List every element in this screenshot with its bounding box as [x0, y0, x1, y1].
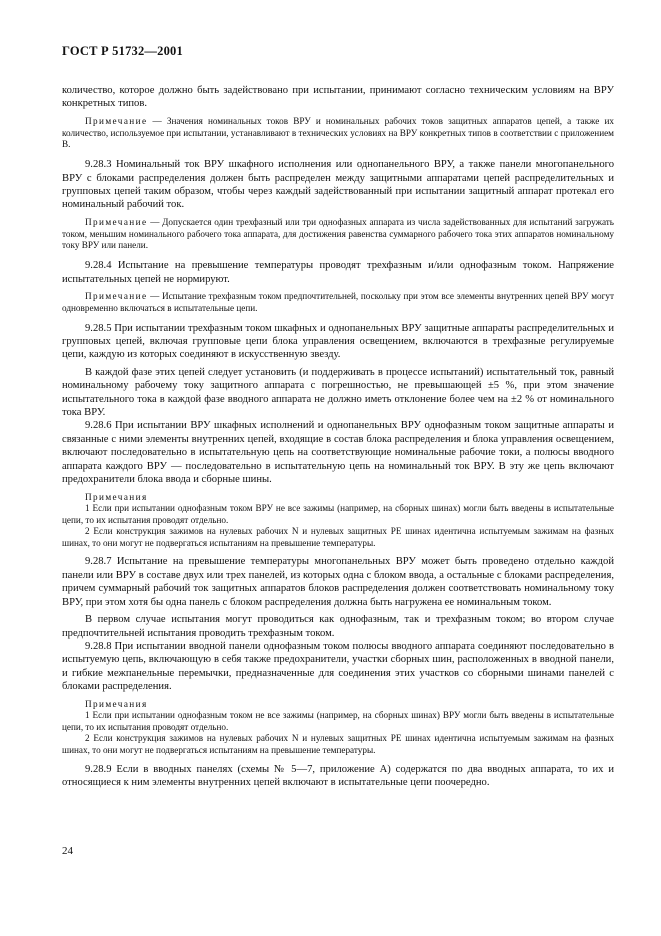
- paragraph-9-28-4: 9.28.4 Испытание на превышение температуры проводят трехфазным и/или однофазным током. Напряжение испытательных цепей не нормируют.: [62, 260, 614, 285]
- notes-title: Примечания: [85, 491, 148, 502]
- paragraph-9-28-9: 9.28.9 Если в вводных панелях (схемы № 5—7, приложение А) содержатся по два вводных аппарата, то их и относящиеся к ним элементы внутренних цепей включают в испытательные цепи поочередно.: [62, 763, 614, 788]
- note-text: — Испытание трехфазным током предпочтительней, поскольку при этом все элементы внутренних цепей ВРУ могут одновременно включаться в испытательные цепи.: [62, 291, 614, 313]
- note-item: 2 Если конструкция зажимов на нулевых рабочих N и нулевых защитных PE шинах идентична испытуемым зажимам на фазных шинах, то они могут не подвергаться испытаниям на превышение температуры.: [62, 733, 614, 755]
- paragraph-9-28-7: 9.28.7 Испытание на превышение температуры многопанельных ВРУ может быть проведено отдельно каждой панели или ВРУ в составе двух или трех панелей, из которых одна с блоком ввода, а остальные с блоками распределения, причем суммарный рабочий ток защитных аппаратов блоков распределения должен соответствовать номинальному току ВРУ, при этом хотя бы одна панель с блоком распределения должна быть нагружена ее номинальным током.: [62, 556, 614, 608]
- paragraph-9-28-8: 9.28.8 При испытании вводной панели однофазным током полюсы вводного аппарата соединяют последовательно в испытуемую цепь, включающую в себя также предохранители, участки сборных шин, расположенных в вводной панели, и гибкие межпанельные перемычки, предназначенные для соединения этих участков со сборными шинами панелей с блоками распределения.: [62, 640, 614, 693]
- note-label: Примечание: [85, 216, 148, 227]
- paragraph-9-28-5: 9.28.5 При испытании трехфазным током шкафных и однопанельных ВРУ защитные аппараты распределительных и групповых цепей, включая групповые цепи блока управления освещением, включаются в трехфазные регулируемые цепи, каждую из которых соединяют в искусственную звезду.: [62, 322, 614, 361]
- note-1: [62, 116, 614, 151]
- paragraph-9-28-3: 9.28.3 Номинальный ток ВРУ шкафного исполнения или однопанельного ВРУ, а также панели многопанельного ВРУ с блоками распределения должен быть распределен между защитными аппаратами цепей распределительных и групповых цепей таким образом, чтобы через каждый задействованный при испытании защитный аппарат протекал его номинальный рабочий ток.: [62, 159, 614, 211]
- note-label: Примечание: [85, 291, 148, 302]
- note-item: 1 Если при испытании однофазным током не все зажимы (например, на сборных шинах) ВРУ могли быть введены в испытательные цепи, то их испытания проводят отдельно.: [62, 710, 614, 732]
- document-header: ГОСТ Р 51732—2001: [62, 44, 183, 58]
- note-3: [62, 291, 614, 315]
- notes-title: Примечания: [85, 698, 148, 709]
- paragraph-9-28-5-continued: В каждой фазе этих цепей следует установить (и поддерживать в процессе испытаний) испытательный ток, равный номинальному рабочему току защитного аппарата с погрешностью, не превышающей ±5 %, при этом значение испытательного тока в каждой фазе вводного аппарата не должно иметь отклонение более чем на ±2 % от номинального тока ВРУ.: [62, 366, 614, 419]
- note-text: — Допускается один трехфазный или три однофазных аппарата из числа задействованных для испытаний загружать током, меньшим номинального рабочего тока аппарата, для достижения равенства суммарного рабочего тока этих аппаратов номинальному току ВРУ или панели.: [62, 216, 614, 251]
- paragraph-continuation: количество, которое должно быть задействовано при испытании, принимают согласно техническим условиям на ВРУ конкретных типов.: [62, 85, 614, 110]
- note-item: 2 Если конструкция зажимов на нулевых рабочих N и нулевых защитных PE шинах идентична испытуемым зажимам на фазных шинах, то они могут не подвергаться испытаниям на превышение температуры.: [62, 526, 614, 548]
- note-label: Примечание: [85, 115, 148, 126]
- page-number: 24: [62, 845, 73, 857]
- paragraph-9-28-7-continued: В первом случае испытания могут проводиться как однофазным, так и трехфазным током; во втором случае предпочтительней испытания проводить трехфазным током.: [62, 614, 614, 639]
- notes-block-1: [62, 492, 614, 550]
- note-2: [62, 217, 614, 252]
- note-text: — Значения номинальных токов ВРУ и номинальных рабочих токов защитных аппаратов цепей, а также их количество, используемое при испытании, устанавливают в технических условиях на ВРУ конкретных типов в соответствии с приложением В.: [62, 115, 614, 150]
- note-item: 1 Если при испытании однофазным током ВРУ не все зажимы (например, на сборных шинах) могли быть введены в испытательные цепи, то их испытания проводят отдельно.: [62, 503, 614, 525]
- paragraph-9-28-6: 9.28.6 При испытании ВРУ шкафных исполнений и однопанельных ВРУ однофазным током защитные аппараты и связанные с ними элементы внутренних цепей, входящие в состав блока распределения и блока управления освещением, включают последовательно в испытательную цепь на соответствующие номинальные рабочие токи, а полюсы вводного аппарата каждого ВРУ — последовательно в испытательную цепь на номинальный ток ВРУ. В эту же цепь включают предохранители блока ввода и сборные шины.: [62, 420, 614, 486]
- notes-block-2: [62, 699, 614, 757]
